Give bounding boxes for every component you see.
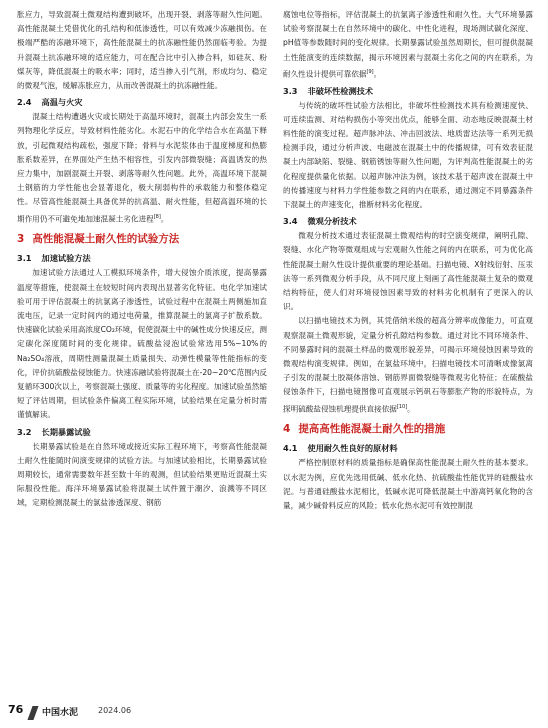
paragraph-end: 。 — [160, 214, 169, 224]
section-number: 3.3 — [283, 85, 298, 96]
paragraph-text: 以扫描电镜技术为例，其凭借纳米级的超高分辨率成像能力，可直观观察混凝土微观形貌，定量分析孔隙结构参数。通过对比不同环境条件、不同暴露时间的混凝土样品的微观形貌差异，可揭示环境侵蚀因素导致的微观结构演变规律。例如，在氯盐环境中，扫描电镜技术可清晰成像氯离子引发的混凝土胶凝体溶蚀、钢筋界面微裂缝等微观劣化特征；在硫酸盐侵蚀条件下，扫描电镜图像可直观展示钙矾石等膨胀产物的形貌特点，为探明硫酸盐侵蚀机理提供直接依据 — [283, 316, 533, 414]
paragraph: 与传统的破坏性试验方法相比，非破坏性检测技术具有检测速度快、可连续监测、对结构损伤小等突出优点，能够全面、动态地反映混凝土材料性能的演变过程。超声脉冲法、冲击回波法、地质雷达法等一系列无损检测手段，通过分析声波、电磁波在混凝土中的传播规律，可有效表征混凝土内部缺陷、裂缝、钢筋锈蚀等耐久性问题，为评判高性能混凝土的劣化程度提供量化依据。以超声脉冲法为例，该技术基于超声波在混凝土中的传播速度与材料力学性能参数之间的内在联系，通过测定不同暴露条件下混凝土的声速变化，推断材料劣化程度。 — [283, 100, 533, 209]
section-title: 非破坏性检测技术 — [307, 85, 374, 96]
paragraph: 长期暴露试验是在自然环境或接近实际工程环境下，考察高性能混凝土耐久性能随时间演变规律的试验方法。与加速试验相比，长期暴露试验周期较长，通常需要数年甚至数十年的观测，但试验结果更贴近混凝土实际服役性能。海洋环境暴露试验将混凝土试件置于潮汐、浪溅等不同区域，定期检测混凝土的氯盐渗透深度、钢筋 — [17, 441, 267, 508]
section-heading-3-2 — [17, 425, 267, 440]
paragraph — [283, 8, 533, 82]
section-heading-3-4 — [283, 214, 533, 229]
paragraph-text: 混凝土结构遭遇火灾或长期处于高温环境时，混凝土内部会发生一系列物理化学反应，导致材料性能劣化。水泥石中的化学结合水在高温下释放，引起微观结构疏松，强度下降；骨料与水泥浆体由于温度梯度和热膨胀系数差异，在界面处产生热不相容性，引发内部微裂缝；高温诱发的热应力集中，加剧混凝土开裂、剥落等耐久性问题。此外，高温环境下混凝土钢筋的力学性能也会显著退化，极大削弱构件的承载能力和整体稳定性。尽管高性能混凝土具备优异的抗高温、耐火性能，但超高温环境的长期作用仍不可避免地加速混凝土劣化进程 — [17, 112, 267, 224]
section-number: 2.4 — [17, 97, 32, 108]
section-heading-3 — [17, 229, 267, 249]
section-heading-4-1 — [283, 441, 533, 456]
section-heading-3-1 — [17, 251, 267, 266]
page-footer — [0, 699, 548, 728]
section-number: 3.2 — [17, 426, 32, 437]
paragraph: 严格控制原材料的质量指标是确保高性能混凝土耐久性的基本要求。以水泥为例，应优先选用低碱、低水化热、抗硫酸盐性能优异的硅酸盐水泥。与普通硅酸盐水泥相比，低碱水泥可降低混凝土中游离钙氧化物的含量，减少碱骨料反应的风险；低水化热水泥可有效控制混 — [283, 458, 533, 510]
section-title: 高温与火灾 — [41, 97, 83, 108]
section-heading-4 — [283, 419, 533, 439]
section-title: 高性能混凝土耐久性的试验方法 — [32, 233, 180, 246]
journal-name: 中国水泥 — [42, 708, 79, 718]
section-number: 4.1 — [283, 443, 298, 454]
section-title: 使用耐久性良好的原材料 — [307, 443, 398, 454]
paragraph — [17, 110, 267, 226]
section-number: 3.1 — [17, 253, 32, 264]
citation: [9] — [366, 68, 374, 75]
paragraph-end: 。 — [373, 69, 382, 79]
citation: [10] — [396, 403, 408, 410]
section-number: 3.4 — [283, 216, 298, 227]
paragraph: 加速试验方法通过人工模拟环境条件，增大侵蚀介质浓度，提高暴露温度等措施，使混凝土在较短时间内表现出显著劣化特征。电化学加速试验可用于评估混凝土的抗氯离子渗透性，试验过程中在混凝土两侧施加直流电压，记录一定时间内的通过电荷量，推算混凝土的氯离子扩散系数。快速碳化试验采用高浓度CO₂环境，促使混凝土中的碱性成分快速反应，测定碳化深度随时间的变化规律。硫酸盐浸泡试验常选用5%~10%的Na₂SO₄溶液，周期性测量混凝土质量损失、动弹性模量等性能指标的变化，评价抗硫酸盐侵蚀能力。快速冻融试验将混凝土在-20~20℃范围内反复循环300次以上，考察混凝土强度、质量等的劣化程度。加速试验虽然缩短了评估周期，但试验条件偏离工程实际环境，试验结果在定量分析时需谨慎解读。 — [17, 268, 267, 420]
section-heading-2-4 — [17, 95, 267, 110]
page-number: 76 — [8, 703, 24, 716]
paragraph: 胀应力，导致混凝土微观结构遭到破坏，出现开裂、剥落等耐久性问题。高性能混凝土凭借优化的孔结构和低渗透性，可以有效减少冻融损伤。在极端严酷的冻融环境下，高性能混凝土的抗冻融性能仍然面临考验。为提升混凝土抗冻融环境的适应能力，可在配合比中引入掺合料，如硅灰、粉煤灰等，降低混凝土的吸水率；同时，适当掺入引气剂，形成均匀、稳定的微观气泡，缓解冻胀应力，从而改善混凝土的抗冻融性能。 — [17, 10, 267, 91]
section-number: 4 — [283, 423, 291, 436]
left-column — [17, 8, 267, 511]
footer-divider — [27, 706, 38, 720]
section-number: 3 — [17, 233, 25, 246]
section-heading-3-3 — [283, 84, 533, 99]
section-title: 微观分析技术 — [307, 216, 357, 227]
section-title: 提高高性能混凝土耐久性的措施 — [298, 423, 446, 436]
section-title: 长期暴露试验 — [41, 426, 91, 437]
paragraph: 微观分析技术通过表征混凝土微观结构的时空演变规律，阐明孔隙、裂缝、水化产物等微观组成与宏观耐久性能之间的内在联系，可为优化高性能混凝土耐久性设计提供重要的理论基础。扫描电镜、X射线衍射、压汞法等一系列微观分析手段，从不同尺度上刻画了高性能混凝土复杂的微观结构特征，使人们对环境侵蚀因素导致的材料劣化机制有了更深入的认识。 — [283, 231, 533, 312]
issue-number: 2024.06 — [98, 706, 132, 715]
citation: [8] — [153, 213, 161, 220]
paragraph — [283, 314, 533, 416]
right-column — [283, 8, 533, 513]
paragraph-text: 腐蚀电位等指标，评估混凝土的抗氯离子渗透性和耐久性。大气环境暴露试验考察混凝土在自然环境中的碳化、中性化进程，现场测试碳化深度、pH值等参数随时间的变化规律。长期暴露试验虽然周期长，但可提供混凝土性能演变的连续数据，揭示环境因素与混凝土劣化之间的内在联系，为耐久性设计提供可靠依据 — [283, 10, 533, 79]
section-title: 加速试验方法 — [41, 253, 91, 264]
paragraph-end: 。 — [407, 404, 415, 414]
